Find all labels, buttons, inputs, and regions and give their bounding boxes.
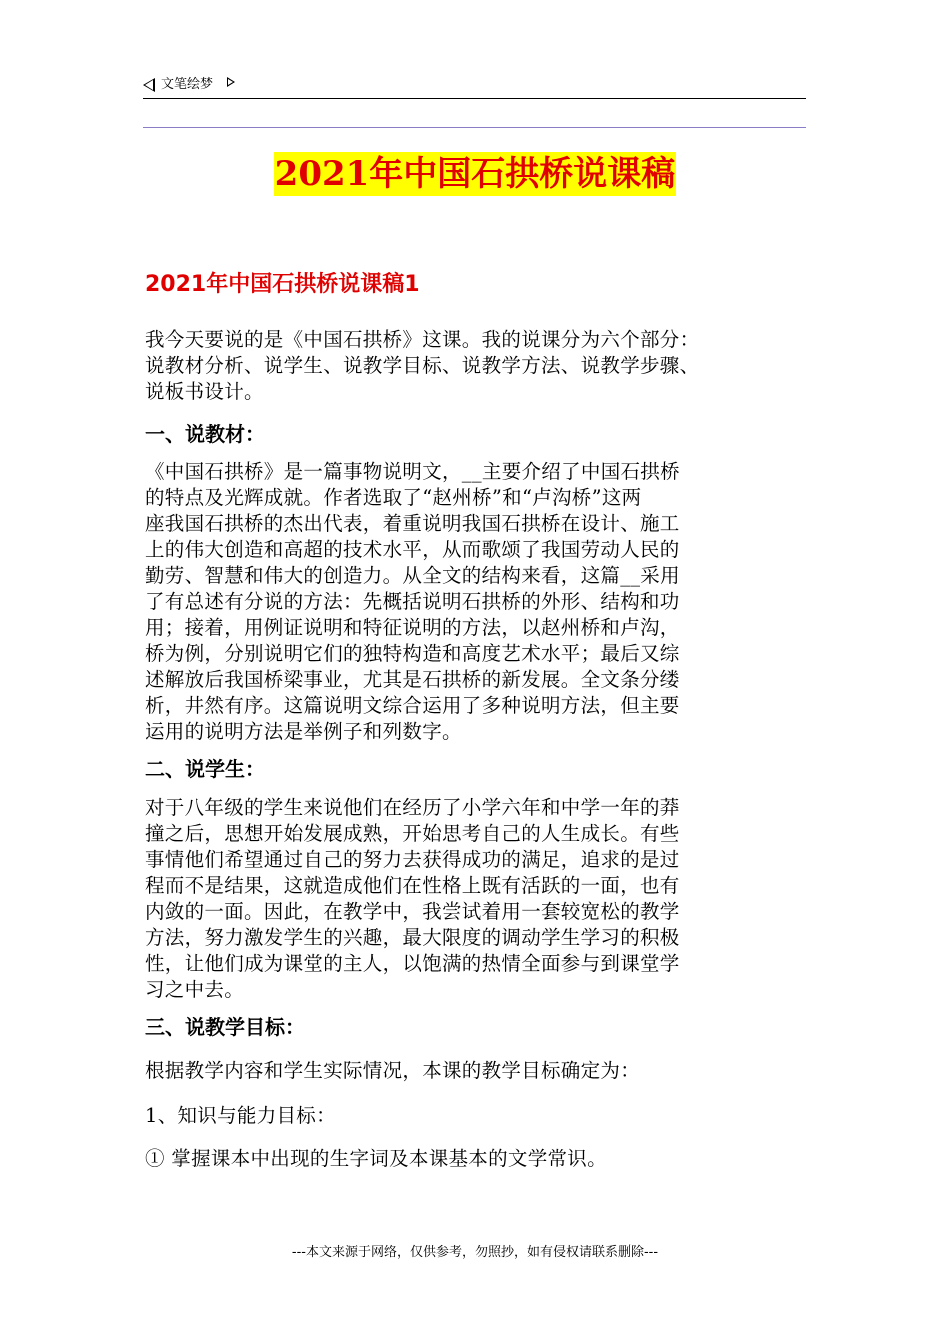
section3-intro: 根据教学内容和学生实际情况，本课的教学目标确定为： [145, 1059, 641, 1082]
divider-rule [143, 127, 806, 128]
text-line: 析，井然有序。这篇说明文综合运用了多种说明方法，但主要 [145, 694, 680, 717]
text-line: 用；接着，用例证说明和特征说明的方法，以赵州桥和卢沟， [145, 616, 680, 639]
text-line: 撞之后，思想开始发展成熟，开始思考自己的人生成长。有些 [145, 822, 680, 845]
page-footer: ---本文来源于网络，仅供参考，勿照抄，如有侵权请联系删除--- [291, 1245, 659, 1260]
text-line: 对于八年级的学生来说他们在经历了小学六年和中学一年的莽 [145, 796, 680, 819]
section3-item: 1、知识与能力目标： [145, 1104, 336, 1127]
text-line: 桥为例，分别说明它们的独特构造和高度艺术水平；最后又综 [145, 642, 680, 665]
header-rule [143, 98, 806, 99]
text-line: 的特点及光辉成就。作者选取了“赵州桥”和“卢沟桥”这两 [145, 486, 642, 509]
text-line: 内敛的一面。因此，在教学中，我尝试着用一套较宽松的教学 [145, 900, 680, 923]
text-line: 说教材分析、说学生、说教学目标、说教学方法、说教学步骤、 [145, 354, 700, 377]
section1-title: 一、说教材： [145, 422, 265, 446]
text-line: 性，让他们成为课堂的主人，以饱满的热情全面参与到课堂学 [145, 952, 680, 975]
document-title: 2021年中国石拱桥说课稿 [274, 154, 676, 194]
text-line: 《中国石拱桥》是一篇事物说明文，__主要介绍了中国石拱桥 [145, 460, 680, 483]
text-line: 述解放后我国桥梁事业，尤其是石拱桥的新发展。全文条分缕 [145, 668, 680, 691]
left-triangle-icon [143, 78, 155, 92]
section1-paragraph [145, 459, 810, 745]
text-line: 我今天要说的是《中国石拱桥》这课。我的说课分为六个部分： [145, 328, 700, 351]
text-line: 上的伟大创造和高超的技术水平，从而歌颂了我国劳动人民的 [145, 538, 680, 561]
text-line: 事情他们希望通过自己的努力去获得成功的满足，追求的是过 [145, 848, 680, 871]
brand-text: 文笔绘梦 [161, 77, 214, 92]
text-line: 运用的说明方法是举例子和列数字。 [145, 720, 462, 743]
right-triangle-icon [227, 77, 235, 87]
text-line: 习之中去。 [145, 978, 245, 1001]
text-line: 座我国石拱桥的杰出代表，着重说明我国石拱桥在设计、施工 [145, 512, 680, 535]
text-line: 了有总述有分说的方法：先概括说明石拱桥的外形、结构和功 [145, 590, 680, 613]
section2-title: 二、说学生： [145, 757, 265, 781]
section3-subitem: ① 掌握课本中出现的生字词及本课基本的文学常识。 [145, 1147, 607, 1170]
document-title-wrap [0, 152, 950, 196]
header-brand [143, 74, 235, 96]
page-header [143, 74, 806, 98]
section3-title: 三、说教学目标： [145, 1015, 305, 1039]
text-line: 说板书设计。 [145, 380, 264, 403]
text-line: 方法，努力激发学生的兴趣，最大限度的调动学生学习的积极 [145, 926, 680, 949]
section2-paragraph [145, 795, 810, 1003]
section-heading: 2021年中国石拱桥说课稿1 [145, 272, 420, 297]
text-line: 程而不是结果，这就造成他们在性格上既有活跃的一面，也有 [145, 874, 680, 897]
text-line: 勤劳、智慧和伟大的创造力。从全文的结构来看，这篇__采用 [145, 564, 680, 587]
intro-paragraph [145, 327, 810, 405]
